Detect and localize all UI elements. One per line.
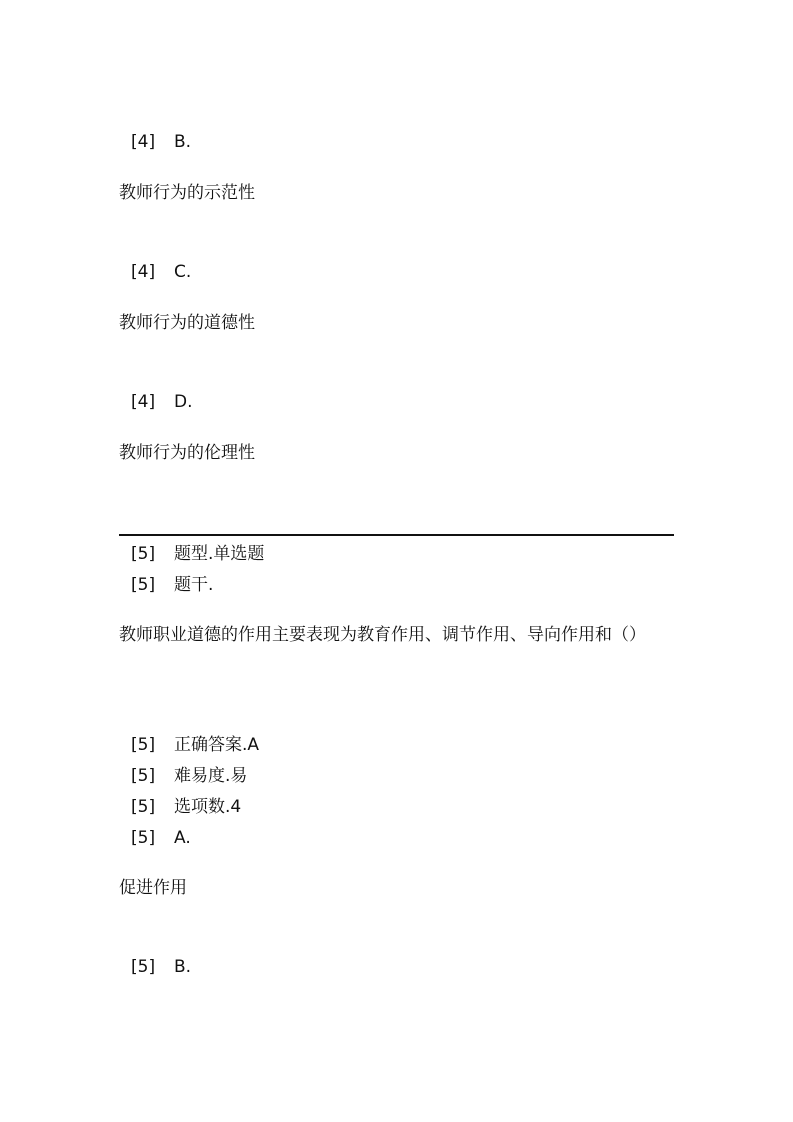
- option-row-q4-c: [131, 260, 191, 284]
- option-label: D.: [174, 392, 193, 412]
- difficulty-row: [131, 764, 247, 788]
- option-row-q5-b: [131, 955, 191, 979]
- question-number: [4]: [131, 262, 156, 282]
- option-count-row: [131, 795, 241, 819]
- question-type: 题型.单选题: [174, 544, 265, 564]
- question-number: [4]: [131, 392, 156, 412]
- option-label: B.: [174, 132, 192, 152]
- option-text-q4-b: 教师行为的示范性: [119, 183, 255, 203]
- question-number: [5]: [131, 957, 156, 977]
- section-divider: [119, 534, 674, 536]
- question-type-row: [131, 542, 264, 566]
- option-count: 选项数.4: [174, 797, 242, 817]
- option-text-q5-a: 促进作用: [119, 878, 187, 898]
- correct-answer: 正确答案.A: [174, 735, 260, 755]
- question-number: [4]: [131, 132, 156, 152]
- question-number: [5]: [131, 575, 156, 595]
- option-label: C.: [174, 262, 192, 282]
- option-row-q4-b: [131, 130, 191, 154]
- question-stem-label: 题干.: [174, 575, 214, 595]
- option-row-q5-a: [131, 826, 191, 850]
- correct-answer-row: [131, 733, 259, 757]
- option-label: A.: [174, 828, 191, 848]
- option-label: B.: [174, 957, 192, 977]
- question-number: [5]: [131, 797, 156, 817]
- question-number: [5]: [131, 735, 156, 755]
- option-row-q4-d: [131, 390, 193, 414]
- question-number: [5]: [131, 766, 156, 786]
- difficulty: 难易度.易: [174, 766, 248, 786]
- question-stem-row: [131, 573, 213, 597]
- question-stem-text: 教师职业道德的作用主要表现为教育作用、调节作用、导向作用和（）: [119, 625, 646, 645]
- question-number: [5]: [131, 828, 156, 848]
- option-text-q4-c: 教师行为的道德性: [119, 313, 255, 333]
- question-number: [5]: [131, 544, 156, 564]
- option-text-q4-d: 教师行为的伦理性: [119, 443, 255, 463]
